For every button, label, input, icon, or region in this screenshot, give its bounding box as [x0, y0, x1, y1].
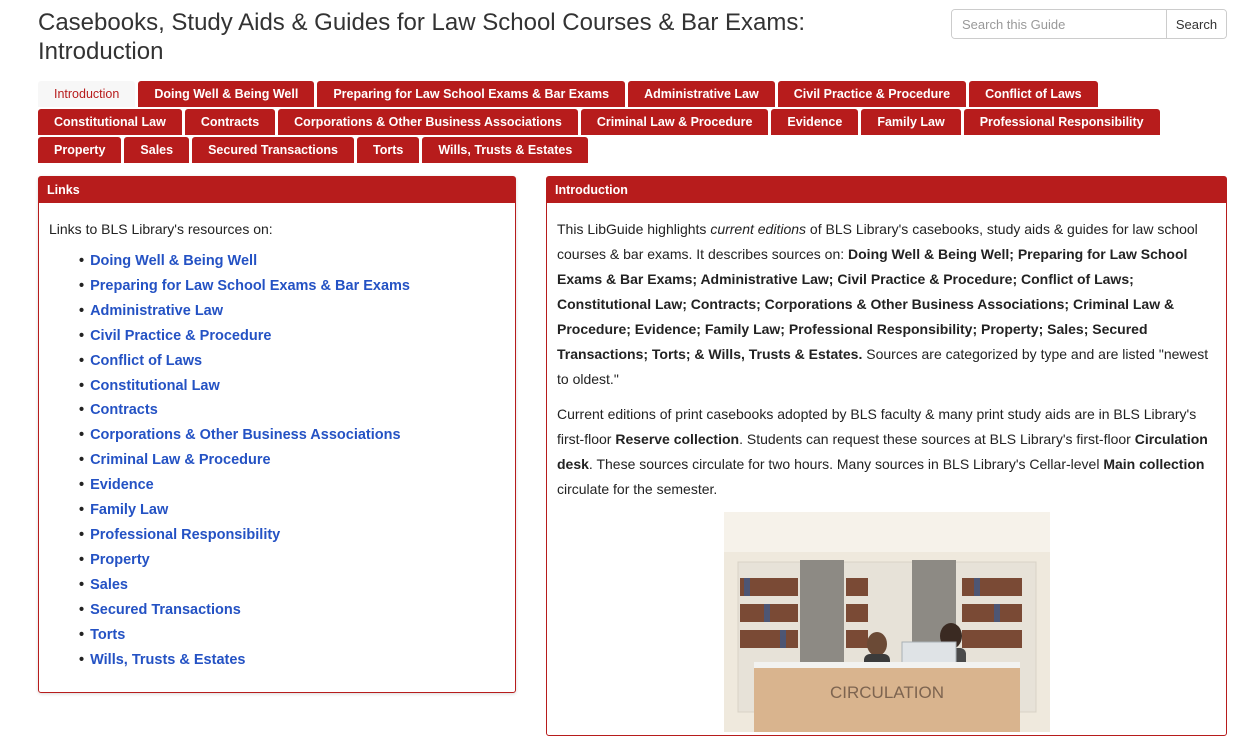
tab-contracts[interactable]: Contracts — [185, 109, 275, 135]
list-item: • Evidence — [79, 477, 154, 494]
tab-torts[interactable]: Torts — [357, 137, 419, 163]
list-item: • Corporations & Other Business Associations — [79, 427, 401, 444]
list-item: • Secured Transactions — [79, 601, 241, 618]
link-family-law[interactable]: Family Law — [90, 502, 169, 519]
list-item: • Criminal Law & Procedure — [79, 452, 271, 469]
circulation-desk-photo — [724, 512, 1050, 732]
guide-tabs — [38, 81, 1228, 163]
link-preparing-exams[interactable]: Preparing for Law School Exams & Bar Exams — [90, 277, 410, 294]
intro-panel-heading: Introduction — [547, 177, 1226, 203]
list-item: • Conflict of Laws — [79, 352, 203, 369]
tab-evidence[interactable]: Evidence — [771, 109, 858, 135]
tab-constitutional-law[interactable]: Constitutional Law — [38, 109, 182, 135]
link-contracts[interactable]: Contracts — [90, 402, 158, 419]
list-item: • Preparing for Law School Exams & Bar Exams — [79, 277, 410, 294]
tab-family-law[interactable]: Family Law — [861, 109, 960, 135]
tab-preparing-exams[interactable]: Preparing for Law School Exams & Bar Exams — [317, 81, 625, 107]
link-professional-responsibility[interactable]: Professional Responsibility — [90, 526, 281, 543]
list-item: • Constitutional Law — [79, 377, 220, 394]
page-title: Casebooks, Study Aids & Guides for Law School Courses & Bar Exams: Introduction — [38, 9, 806, 65]
links-intro: Links to BLS Library's resources on: — [49, 221, 273, 237]
link-doing-well[interactable]: Doing Well & Being Well — [90, 253, 258, 269]
search-button[interactable]: Search — [1166, 10, 1226, 38]
link-administrative-law[interactable]: Administrative Law — [90, 302, 224, 319]
link-evidence[interactable]: Evidence — [90, 477, 154, 494]
list-item: • Wills, Trusts & Estates — [79, 651, 246, 668]
link-torts[interactable]: Torts — [90, 626, 126, 643]
circulation-desk-illustration — [724, 512, 1050, 732]
tab-sales[interactable]: Sales — [124, 137, 189, 163]
tab-administrative-law[interactable]: Administrative Law — [628, 81, 775, 107]
links-list — [49, 249, 505, 672]
tab-criminal-law[interactable]: Criminal Law & Procedure — [581, 109, 769, 135]
list-item: • Civil Practice & Procedure — [79, 327, 272, 344]
list-item: • Torts — [79, 626, 126, 643]
tab-wills-trusts[interactable]: Wills, Trusts & Estates — [422, 137, 588, 163]
intro-paragraph-1: This LibGuide highlights current editions of BLS Library's casebooks, study aids & guides for law school courses & bar exams. It describes sources on: Doing Well & Being Well; Preparing for Law School Exams & Bar Exams; Administrative Law; Civil Practice & Procedure; Conflict of Laws; Constitutional Law; Contracts; Corporations & Other Business Associations; Criminal Law & Procedure; Evidence; Family Law; Professional Responsibility; Property; Sales; Secured Transactions; Torts; & Wills, Trusts & Estates. Sources are categorized by type and are listed "newest to oldest." — [557, 221, 1209, 387]
tab-professional-responsibility[interactable]: Professional Responsibility — [964, 109, 1160, 135]
circulation-sign-text: CIRCULATION — [829, 683, 944, 702]
intro-panel — [546, 176, 1227, 736]
tab-civil-practice[interactable]: Civil Practice & Procedure — [778, 81, 966, 107]
intro-paragraph-2: Current editions of print casebooks adopted by BLS faculty & many print study aids are in BLS Library's first-floor Reserve collection. Students can request these sources at BLS Library's first-floor Circulation desk. These sources circulate for two hours. Many sources in BLS Library's Cellar-level Main collection circulate for the semester. — [557, 406, 1208, 497]
list-item: • Property — [79, 551, 150, 568]
search-form — [951, 9, 1227, 39]
tab-corporations[interactable]: Corporations & Other Business Associations — [278, 109, 578, 135]
link-criminal-law[interactable]: Criminal Law & Procedure — [90, 452, 271, 469]
list-item: • Doing Well & Being Well — [79, 253, 258, 269]
list-item: • Contracts — [79, 402, 158, 419]
link-secured-transactions[interactable]: Secured Transactions — [90, 601, 241, 618]
tab-conflict-of-laws[interactable]: Conflict of Laws — [969, 81, 1098, 107]
tab-secured-transactions[interactable]: Secured Transactions — [192, 137, 354, 163]
links-panel-heading: Links — [39, 177, 515, 203]
link-civil-practice[interactable]: Civil Practice & Procedure — [90, 327, 272, 344]
list-item: • Family Law — [79, 502, 169, 519]
link-wills-trusts[interactable]: Wills, Trusts & Estates — [90, 651, 246, 668]
search-input[interactable] — [952, 10, 1166, 38]
link-constitutional-law[interactable]: Constitutional Law — [90, 377, 220, 394]
tab-doing-well[interactable]: Doing Well & Being Well — [138, 81, 314, 107]
links-panel — [38, 176, 516, 693]
tab-property[interactable]: Property — [38, 137, 121, 163]
link-sales[interactable]: Sales — [90, 576, 128, 593]
link-property[interactable]: Property — [90, 551, 150, 568]
tab-introduction[interactable]: Introduction — [38, 81, 135, 107]
list-item: • Administrative Law — [79, 302, 224, 319]
list-item: • Sales — [79, 576, 128, 593]
link-conflict-of-laws[interactable]: Conflict of Laws — [90, 352, 203, 369]
list-item: • Professional Responsibility — [79, 526, 281, 543]
link-corporations[interactable]: Corporations & Other Business Associations — [90, 427, 401, 444]
